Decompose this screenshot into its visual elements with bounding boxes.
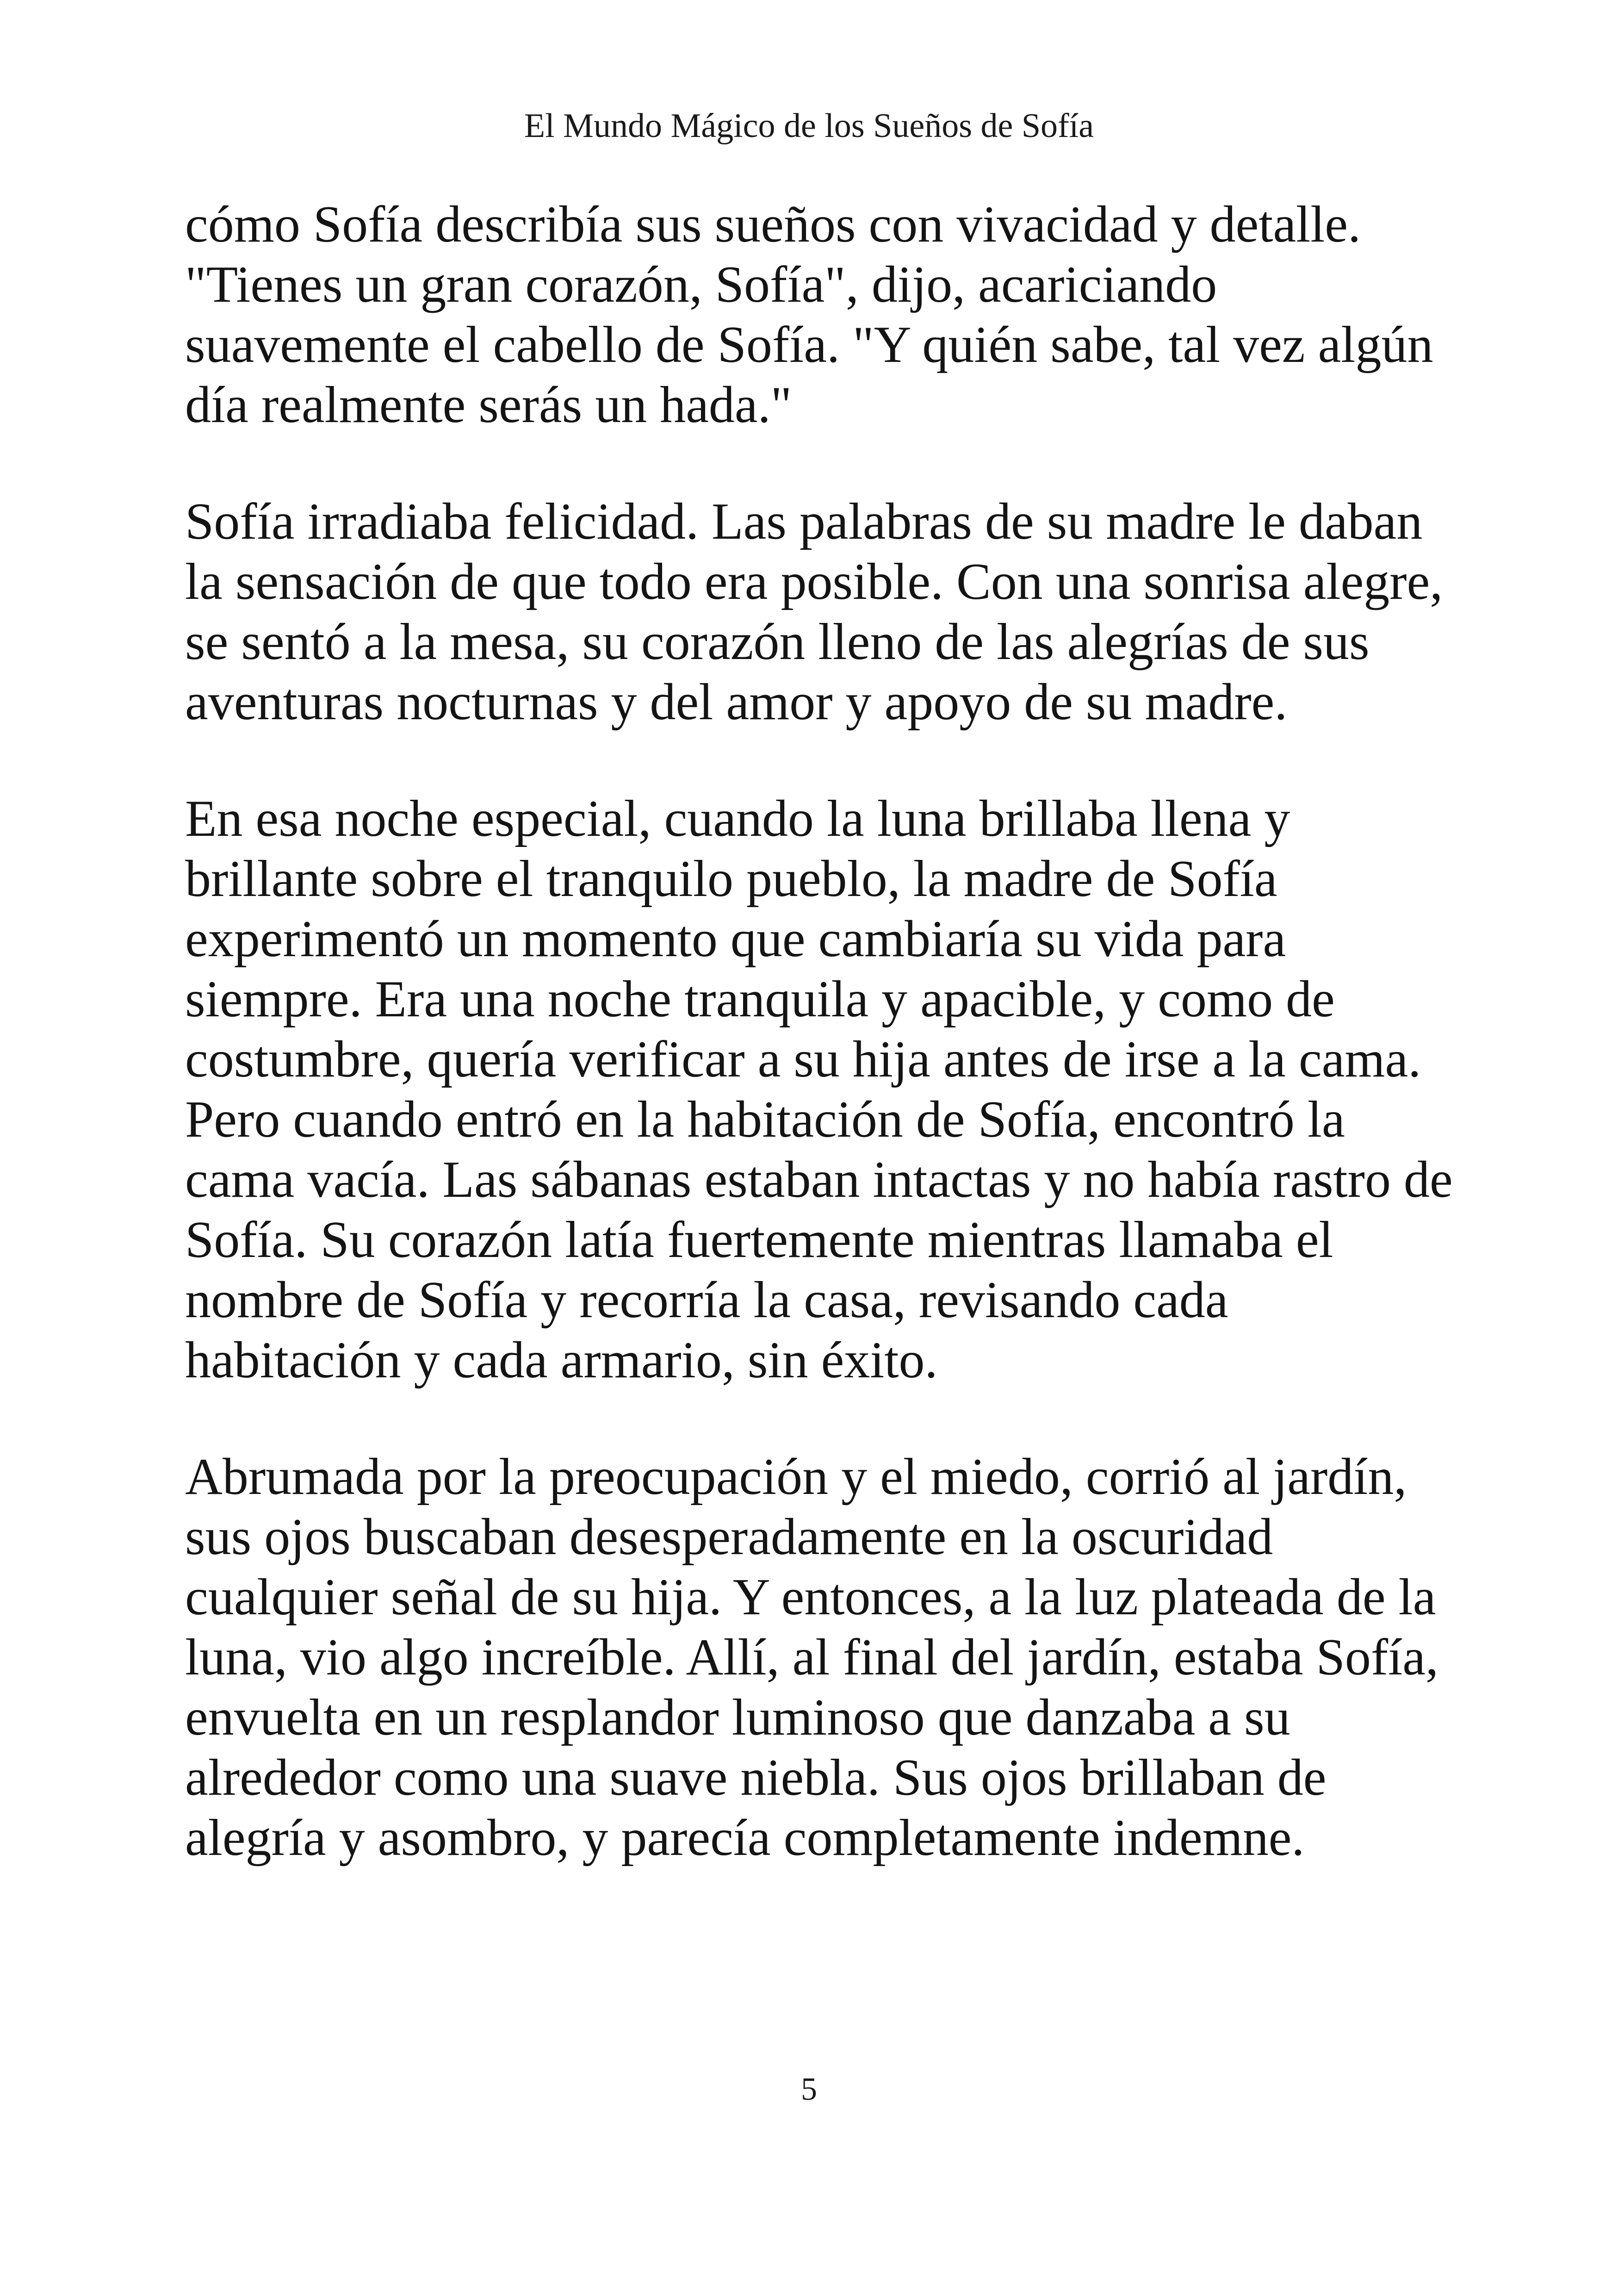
paragraph-4: Abrumada por la preocupación y el miedo, corrió al jardín, sus ojos buscaban desesperadamente en la oscuridad cualquier señal de su hija. Y entonces, a la luz plateada de la luna, vio algo increíble. Allí, al final del jardín, estaba Sofía, envuelta en un resplandor luminoso que danzaba a su alrededor como una suave niebla. Sus ojos brillaban de alegría y asombro, y parecía completamente indemne. bbox=[185, 1448, 1438, 1867]
paragraph-2: Sofía irradiaba felicidad. Las palabras de su madre le daban la sensación de que todo era posible. Con una sonrisa alegre, se sentó a la mesa, su corazón lleno de las alegrías de sus aventuras nocturnas y del amor y apoyo de su madre. bbox=[185, 493, 1443, 731]
page-number: 5 bbox=[801, 2072, 817, 2107]
running-header: El Mundo Mágico de los Sueños de Sofía bbox=[524, 107, 1094, 145]
paragraph-1: cómo Sofía describía sus sueños con vivacidad y detalle. "Tienes un gran corazón, Sofía", dijo, acariciando suavemente el cabello de Sofía. "Y quién sabe, tal vez algún día realmente serás un hada." bbox=[185, 196, 1433, 434]
body-text bbox=[185, 194, 1462, 1924]
paragraph-3: En esa noche especial, cuando la luna brillaba llena y brillante sobre el tranquilo pueblo, la madre de Sofía experimentó un momento que cambiaría su vida para siempre. Era una noche tranquila y apacible, y como de costumbre, quería verificar a su hija antes de irse a la cama. Pero cuando entró en la habitación de Sofía, encontró la cama vacía. Las sábanas estaban intactas y no había rastro de Sofía. Su corazón latía fuertemente mientras llamaba el nombre de Sofía y recorría la casa, revisando cada habitación y cada armario, sin éxito. bbox=[185, 790, 1453, 1389]
